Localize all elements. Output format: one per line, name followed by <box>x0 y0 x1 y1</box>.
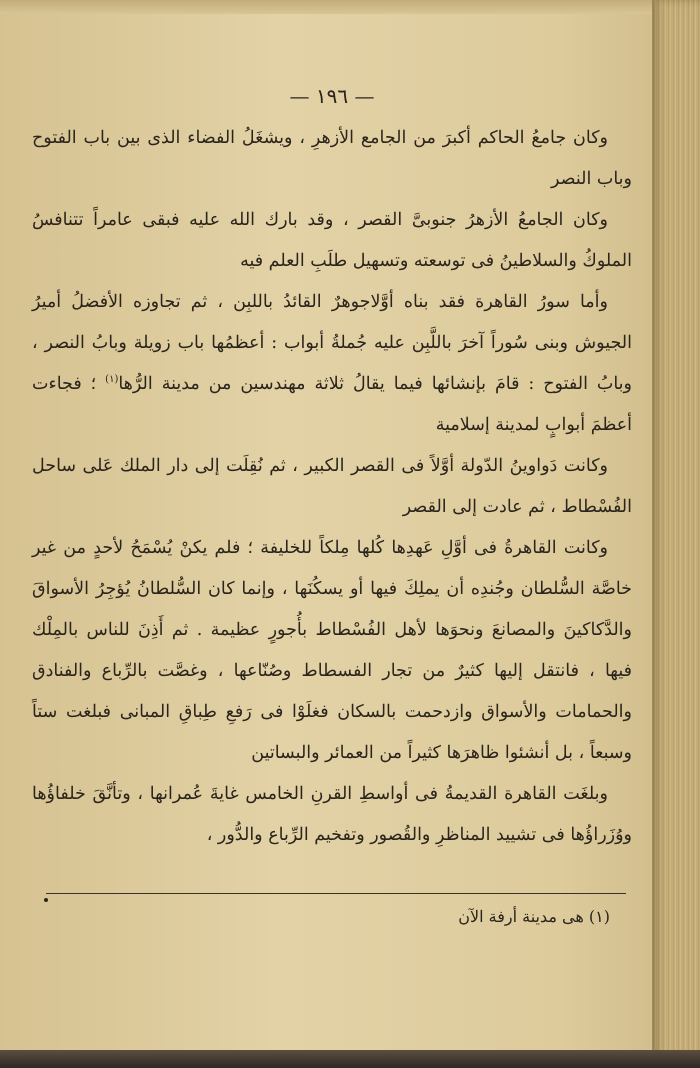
text-block <box>32 80 632 856</box>
paragraph-1: وكان جامعُ الحاكم أكبرَ من الجامع الأزهرِ ، ويشغَلُ الفضاء الذى بين باب الفتوح وباب النصر <box>32 128 632 189</box>
paragraph-4: وكانت دَواوينُ الدّولة أوَّلاً فى القصر الكبير ، ثم نُقِلَت إلى دار الملك عَلى ساحل الفُسْطاط ، ثم عادت إلى القصر <box>32 456 632 517</box>
paragraph-3 <box>32 282 632 446</box>
page-edges <box>652 0 700 1068</box>
ink-dot <box>44 898 48 902</box>
page-number: — ١٩٦ — <box>289 84 375 108</box>
book-bottom-edge <box>0 1050 700 1068</box>
paragraph-6: وبلغَت القاهرة القديمةُ فى أواسطِ القرنِ الخامس غايةَ عُمرانها ، وتأنَّقَ خلفاؤُها ووُزَراؤُها فى تشييد المناظرِ والقُصور وتفخيم الرِّباع والدُّور ، <box>32 784 632 845</box>
page-top-edge <box>0 0 700 14</box>
footnote-rule <box>46 893 626 894</box>
paragraph-2: وكان الجامعُ الأزهرُ جنوبىَّ القصر ، وقد بارك الله عليه فبقى عامراً تتنافسُ الملوكُ والسلاطينُ فى توسعته وتسهيل طلَبِ العلم فيه <box>32 210 632 271</box>
paragraph-3-tail: ؛ فجاءت أعظمَ أبوابٍ لمدينة إسلامية <box>32 374 632 435</box>
footnote: (١) هى مدينة أرفة الآن <box>458 907 610 926</box>
paragraph-5: وكانت القاهرةُ فى أوَّلِ عَهدِها كُلها مِلكاً للخليفة ؛ فلم يكنْ يُسْمَحُ لأحدٍ من غير خاصَّة السُّلطان وجُندِه أن يملِكَ فيها أو يسكُنَها ، وإنما كان السُّلطانُ يُؤجِرُ الأسواقَ والدَّكاكينَ والمصانعَ ونحوَها لأهل الفُسْطاط بأُجورٍ عظيمة . ثم أَذِنَ للناس بالمِلْك فيها ، فانتقل إليها كثيرٌ من تجار الفسطاط وصُنّاعها ، وغصَّت بالرِّباع والفنادق والحمامات والأسواق وازدحمت بالسكان فغلَوْا فى رَفعِ طِباقِ المبانى فبلغت ستاً وسبعاً ، بل أنشئوا ظاهرَها كثيراً من العمائر والبساتين <box>32 538 632 763</box>
paragraph-3-text: وأما سورُ القاهرة فقد بناه أوَّلاجوهرٌ القائدُ باللبِن ، ثم تجاوزه الأفضلُ أميرُ الجيوش وبنى سُوراً آخرَ باللَّبِن عليه جُملةُ أبواب : أعظمُها باب زويلة وبابُ النصر ، وبابُ الفتوح : قامَ بإنشائها فيما يقالُ ثلاثة مهندسين من مدينة الرُّها <box>32 292 632 394</box>
footnote-reference: (١) <box>105 374 119 386</box>
